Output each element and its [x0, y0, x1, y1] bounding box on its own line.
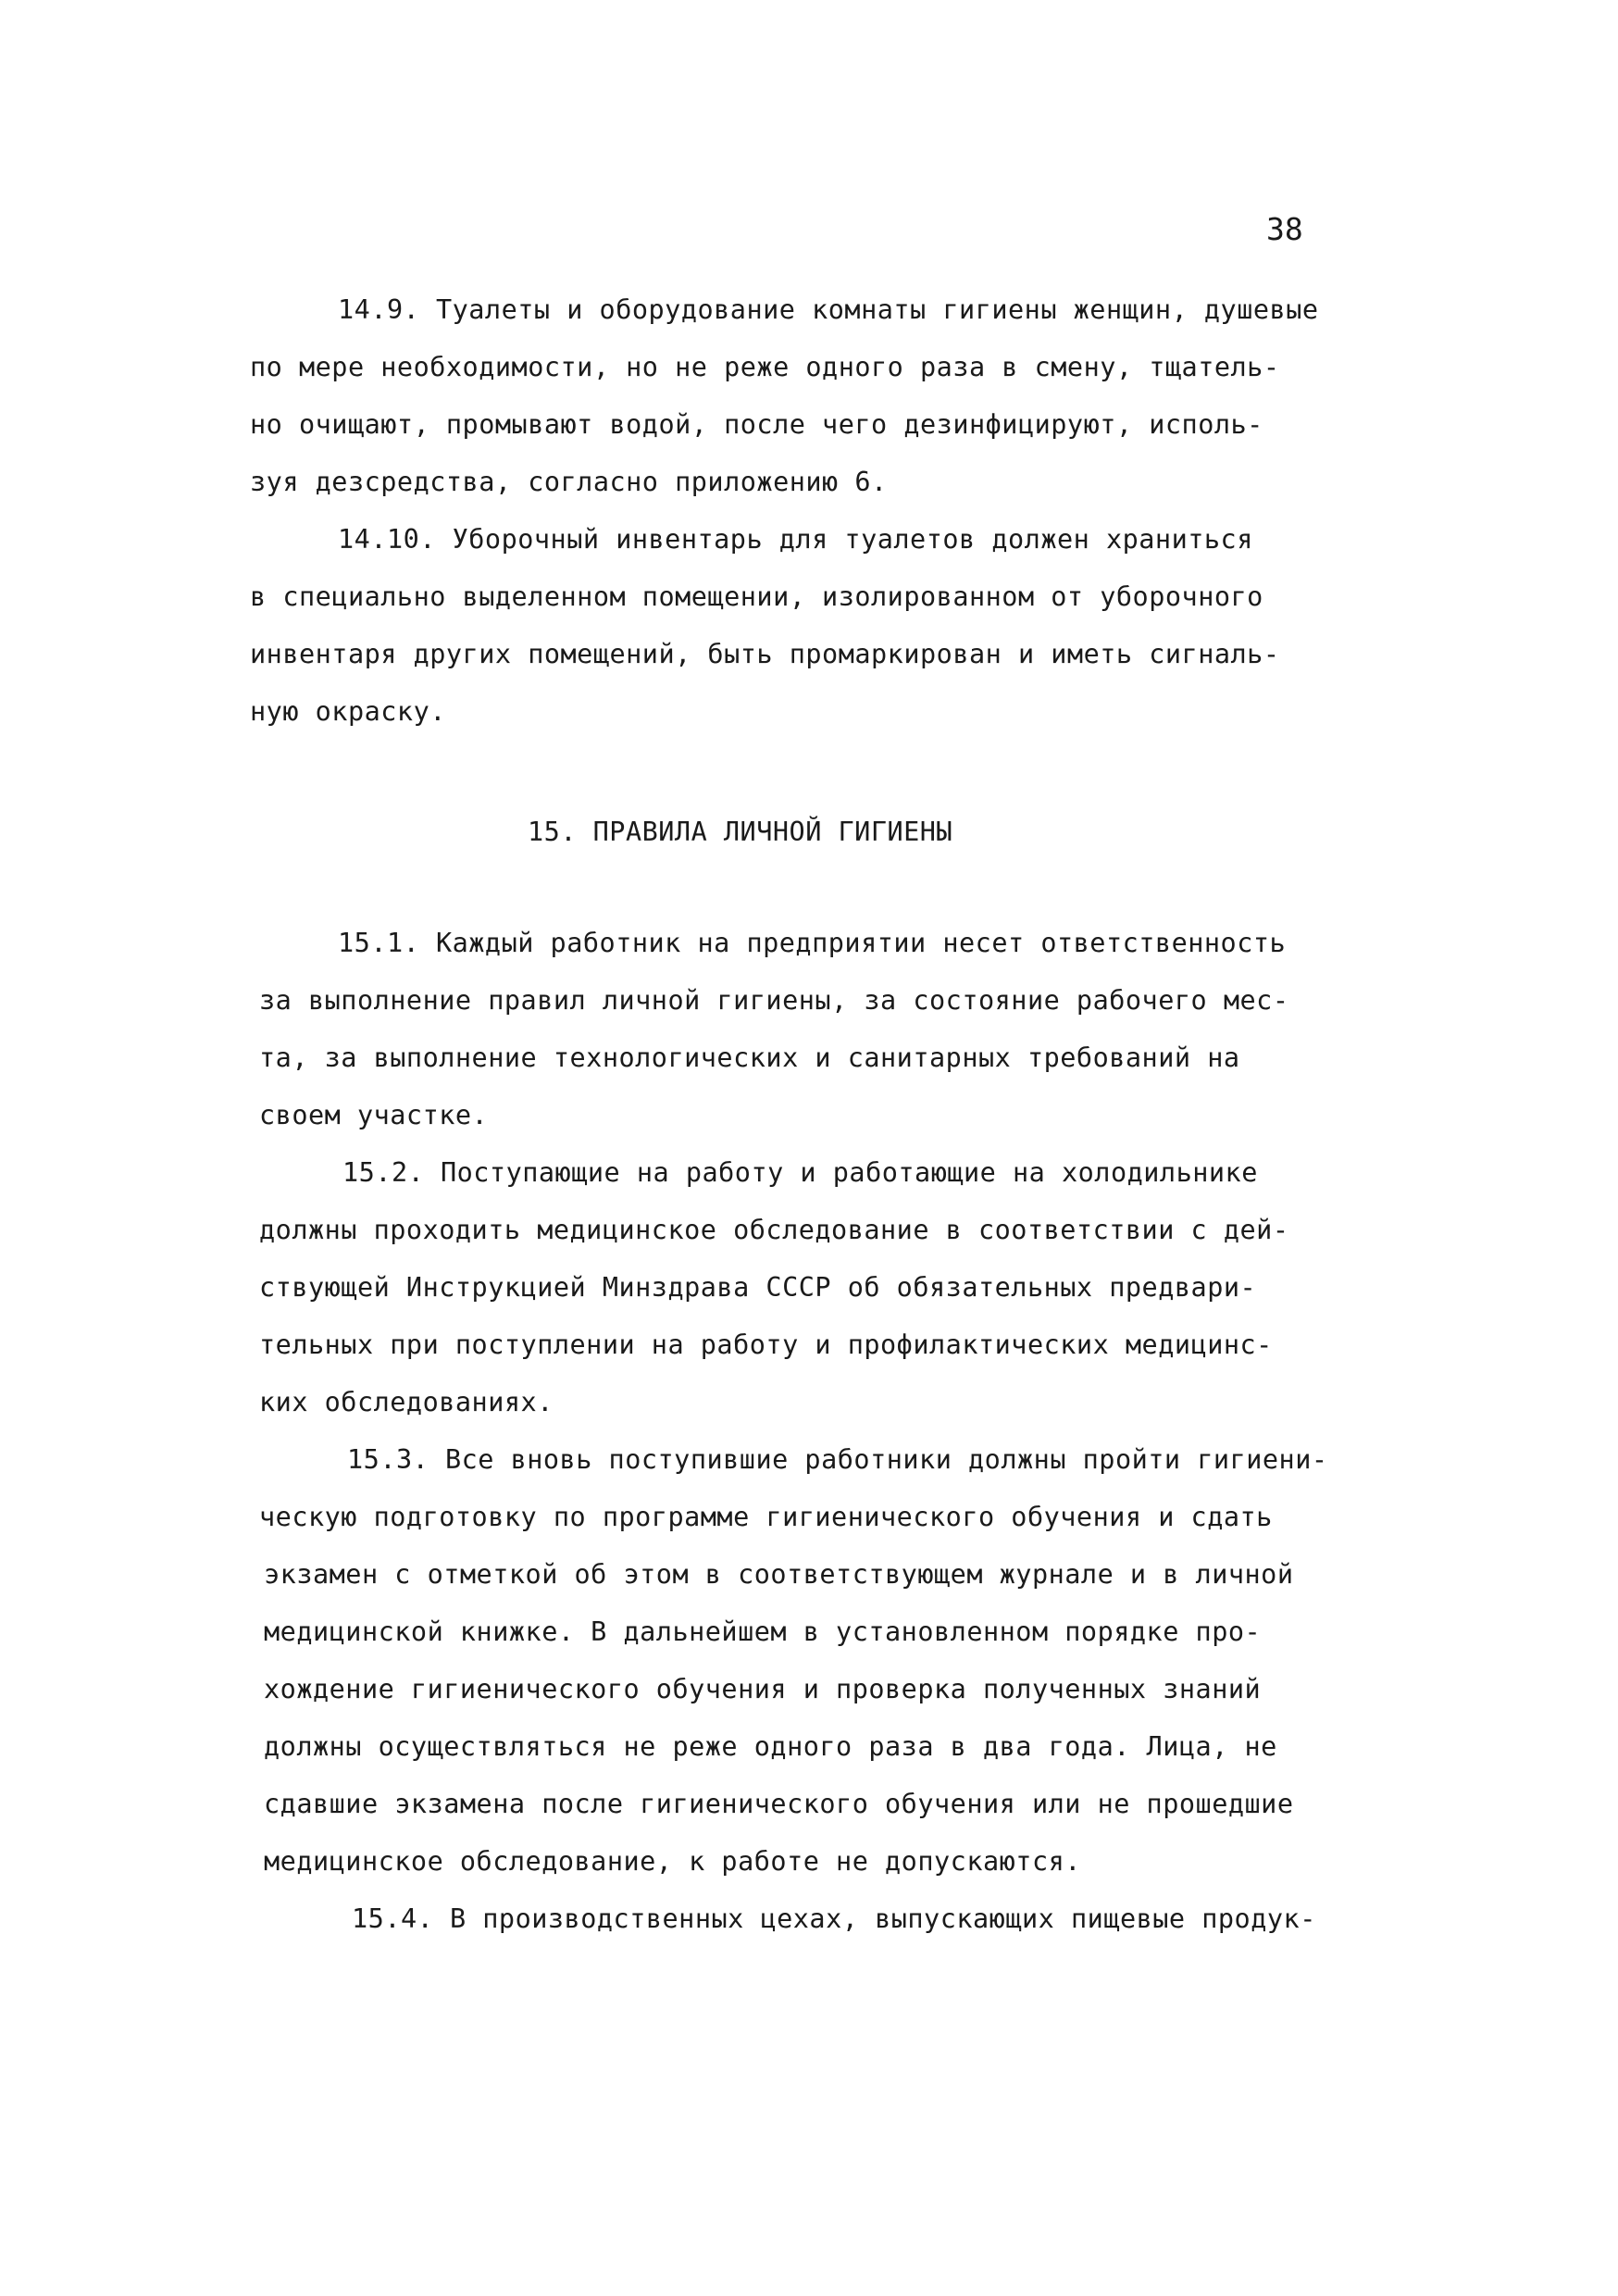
text-line: своем участке. [259, 1100, 489, 1130]
text-line: хождение гигиенического обучения и проверка полученных знаний [264, 1674, 1262, 1704]
text-line: ную окраску. [250, 696, 446, 727]
text-line: за выполнение правил личной гигиены, за состояние рабочего мес- [259, 985, 1289, 1016]
text-line: должны проходить медицинское обследование в соответствии с дей- [259, 1215, 1289, 1245]
text-line: должны осуществляться не реже одного раза в два года. Лица, не [264, 1731, 1277, 1762]
text-line: зуя дезсредства, согласно приложению 6. [250, 467, 888, 497]
page-number: 38 [1266, 211, 1303, 247]
text-line: 15.1. Каждый работник на предприятии несет ответственность [338, 928, 1287, 958]
text-line: медицинской книжке. В дальнейшем в установленном порядке про- [264, 1616, 1262, 1647]
text-line: ческую подготовку по программе гигиенического обучения и сдать [259, 1502, 1273, 1532]
section-heading: 15. ПРАВИЛА ЛИЧНОЙ ГИГИЕНЫ [528, 817, 953, 847]
text-line: тельных при поступлении на работу и профилактических медицинс- [259, 1329, 1273, 1360]
text-line: медицинское обследование, к работе не допускаются. [264, 1846, 1081, 1877]
text-line: 15.4. В производственных цехах, выпускающих пищевые продук- [352, 1903, 1316, 1934]
text-line: 15.2. Поступающие на работу и работающие на холодильнике [342, 1157, 1258, 1188]
text-line: сдавшие экзамена после гигиенического обучения или не прошедшие [264, 1789, 1294, 1819]
text-line: та, за выполнение технологических и санитарных требований на [259, 1042, 1240, 1073]
text-line: ких обследованиях. [259, 1387, 554, 1417]
text-line: экзамен с отметкой об этом в соответствующем журнале и в личной [264, 1559, 1294, 1590]
text-line: инвентаря других помещений, быть промаркирован и иметь сигналь- [250, 639, 1280, 669]
text-line: но очищают, промывают водой, после чего дезинфицируют, исполь- [250, 409, 1263, 440]
text-line: 14.9. Туалеты и оборудование комнаты гигиены женщин, душевые [338, 294, 1319, 325]
text-line: 15.3. Все вновь поступившие работники должны пройти гигиени- [347, 1444, 1328, 1475]
text-line: 14.10. Уборочный инвентарь для туалетов должен храниться [338, 524, 1253, 555]
text-line: в специально выделенном помещении, изолированном от уборочного [250, 581, 1263, 612]
text-line: ствующей Инструкцией Минздрава СССР об обязательных предвари- [259, 1272, 1257, 1303]
text-line: по мере необходимости, но не реже одного раза в смену, тщатель- [250, 352, 1280, 382]
